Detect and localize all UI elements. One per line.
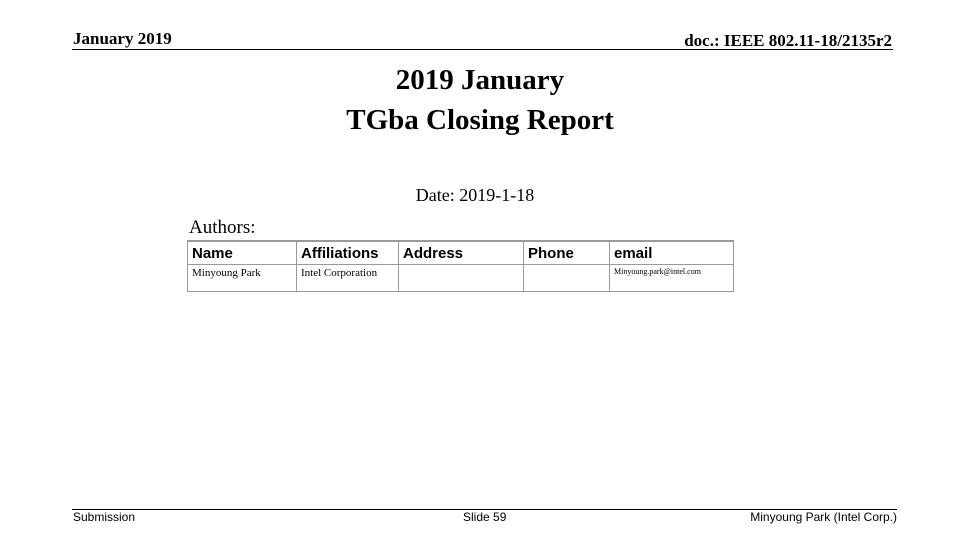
col-email-header: email [610,241,734,265]
footer-submission: Submission [73,510,136,524]
footer-author: Minyoung Park (Intel Corp.) [750,510,897,524]
col-affiliations-header: Affiliations [297,241,399,265]
col-name-header: Name [188,241,297,265]
title-line-2: TGba Closing Report [346,104,614,136]
author-address [399,265,524,292]
table-row [188,265,734,292]
col-phone-header: Phone [524,241,610,265]
authors-table [187,240,734,292]
slide-title [0,60,960,140]
author-phone [524,265,610,292]
authors-header-row [188,241,734,265]
col-address-header: Address [399,241,524,265]
header-date: January 2019 [73,29,172,48]
author-name: Minyoung Park [188,265,297,292]
header-rule [72,49,893,50]
authors-label: Authors: [189,217,256,238]
footer-slide-number: Slide 59 [463,510,507,524]
slide-date: Date: 2019-1-18 [415,185,535,205]
header-doc-id: doc.: IEEE 802.11-18/2135r2 [684,31,892,50]
title-line-1: 2019 January [395,64,565,96]
author-affiliation: Intel Corporation [297,265,399,292]
author-email: Minyoung.park@intel.com [610,265,734,292]
